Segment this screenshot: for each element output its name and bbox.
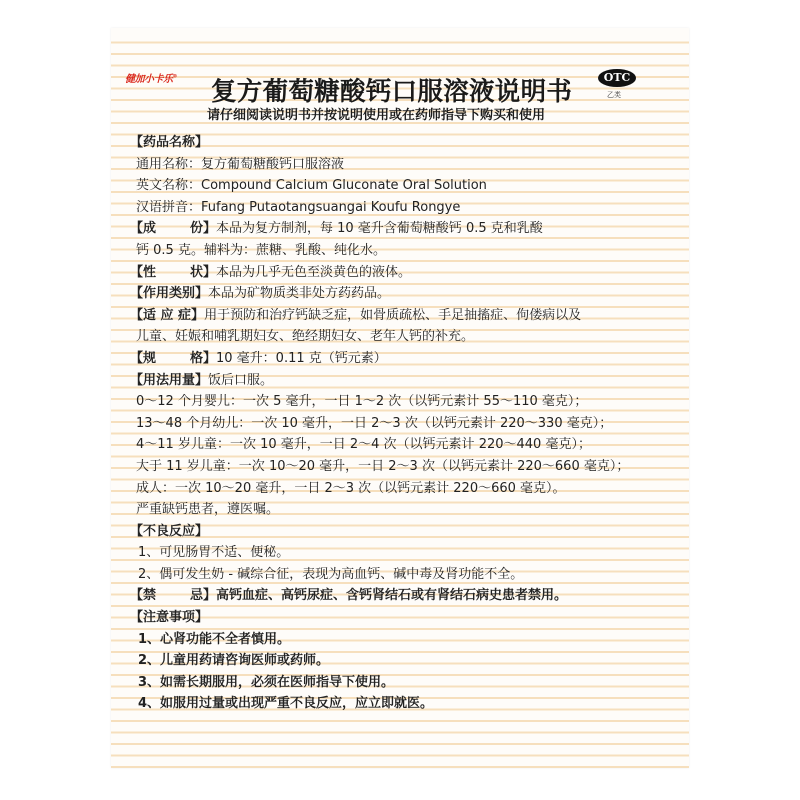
- category-label: 【作用类别】: [130, 286, 209, 302]
- contraindications-label: [130, 585, 216, 607]
- composition-text: 本品为复方制剂，每 10 毫升含葡萄糖酸钙 0.5 克和乳酸: [216, 221, 543, 237]
- english-name: 英文名称：Compound Calcium Gluconate Oral Solution: [136, 178, 487, 194]
- section-heading: 【药品名称】: [130, 135, 209, 150]
- specification-text: 10 毫升：0.11 克（钙元素）: [216, 350, 387, 366]
- composition-row: [130, 218, 675, 240]
- leaflet-subtitle: 请仔细阅读说明书并按说明使用或在药师指导下购买和使用: [207, 108, 546, 123]
- otc-class-label: 乙类: [607, 91, 621, 99]
- label-close: 格】: [189, 350, 216, 366]
- drug-leaflet: [111, 28, 689, 768]
- dosage-line-older-child: 大于 11 岁儿童：一次 10～20 毫升，一日 2～3 次（以钙元素计 220～660 毫克）；: [136, 458, 630, 474]
- pinyin-name: 汉语拼音：Fufang Putaotangsuangai Koufu Rongye: [136, 199, 461, 215]
- indications-label: 【适 应 症】: [130, 307, 205, 323]
- section-heading: 【注意事项】: [130, 610, 209, 626]
- otc-badge-icon: OTC: [598, 69, 636, 87]
- indications-text: 用于预防和治疗钙缺乏症，如骨质疏松、手足抽搐症、佝偻病以及: [204, 307, 582, 323]
- indications-row: [130, 305, 675, 327]
- indications-text-cont: 儿童、妊娠和哺乳期妇女、绝经期妇女、老年人钙的补充。: [136, 329, 475, 345]
- composition-label: [130, 218, 216, 240]
- label-open: 【性: [130, 264, 157, 280]
- label-open: 【规: [130, 350, 157, 366]
- brand-logo-text: 健加小卡乐: [125, 74, 173, 85]
- contraindications-row: [130, 585, 675, 607]
- dosage-line-toddler: 13～48 个月幼儿：一次 10 毫升，一日 2～3 次（以钙元素计 220～330 毫克）；: [136, 415, 613, 431]
- adverse-reaction-item: 2、偶可发生奶 - 碱综合征，表现为高血钙、碱中毒及肾功能不全。: [138, 566, 524, 582]
- specification-label: [130, 348, 216, 370]
- dosage-label: 【用法用量】: [130, 372, 209, 388]
- brand-logo: [125, 70, 177, 85]
- description-row: [130, 262, 675, 284]
- dosage-text: 饭后口服。: [208, 372, 274, 388]
- leaflet-title: 复方葡萄糖酸钙口服溶液说明书: [211, 77, 573, 107]
- precaution-item: 1、心肾功能不全者慎用。: [138, 631, 291, 647]
- precaution-item: 4、如服用过量或出现严重不良反应，应立即就医。: [138, 696, 434, 712]
- precautions-heading: [130, 607, 675, 629]
- generic-name: 通用名称：复方葡萄糖酸钙口服溶液: [136, 156, 345, 172]
- adverse-reaction-item: 1、可见肠胃不适、便秘。: [138, 545, 290, 561]
- description-label: [130, 262, 216, 284]
- category-text: 本品为矿物质类非处方药药品。: [208, 286, 391, 302]
- category-row: [130, 283, 675, 305]
- label-close: 状】: [189, 264, 216, 280]
- label-close: 份】: [189, 221, 216, 237]
- specification-row: [130, 348, 675, 370]
- dosage-row: [130, 370, 675, 392]
- registered-mark: ®: [172, 73, 177, 80]
- adverse-reactions-heading: [130, 521, 675, 543]
- label-close: 忌】: [189, 588, 216, 604]
- leaflet-content: [130, 132, 675, 715]
- dosage-line-infant: 0～12 个月婴儿：一次 5 毫升，一日 1～2 次（以钙元素计 55～110 毫克）；: [136, 394, 588, 410]
- drug-name-heading: [130, 132, 675, 154]
- section-heading: 【不良反应】: [130, 523, 209, 539]
- dosage-line-adult: 成人：一次 10～20 毫升，一日 2～3 次（以钙元素计 220～660 毫克）。: [136, 480, 566, 496]
- composition-text-cont: 钙 0.5 克。辅料为：蔗糖、乳酸、纯化水。: [136, 242, 386, 258]
- contraindications-text: 高钙血症、高钙尿症、含钙肾结石或有肾结石病史患者禁用。: [216, 588, 568, 604]
- dosage-line-severe: 严重缺钙患者，遵医嘱。: [136, 502, 280, 518]
- dosage-line-child: 4～11 岁儿童：一次 10 毫升，一日 2～4 次（以钙元素计 220～440 毫克）；: [136, 437, 591, 453]
- label-open: 【成: [130, 221, 157, 237]
- precaution-item: 2、儿童用药请咨询医师或药师。: [138, 653, 330, 669]
- label-open: 【禁: [130, 588, 157, 604]
- precaution-item: 3、如需长期服用，必须在医师指导下使用。: [138, 674, 395, 690]
- description-text: 本品为几乎无色至淡黄色的液体。: [216, 264, 412, 280]
